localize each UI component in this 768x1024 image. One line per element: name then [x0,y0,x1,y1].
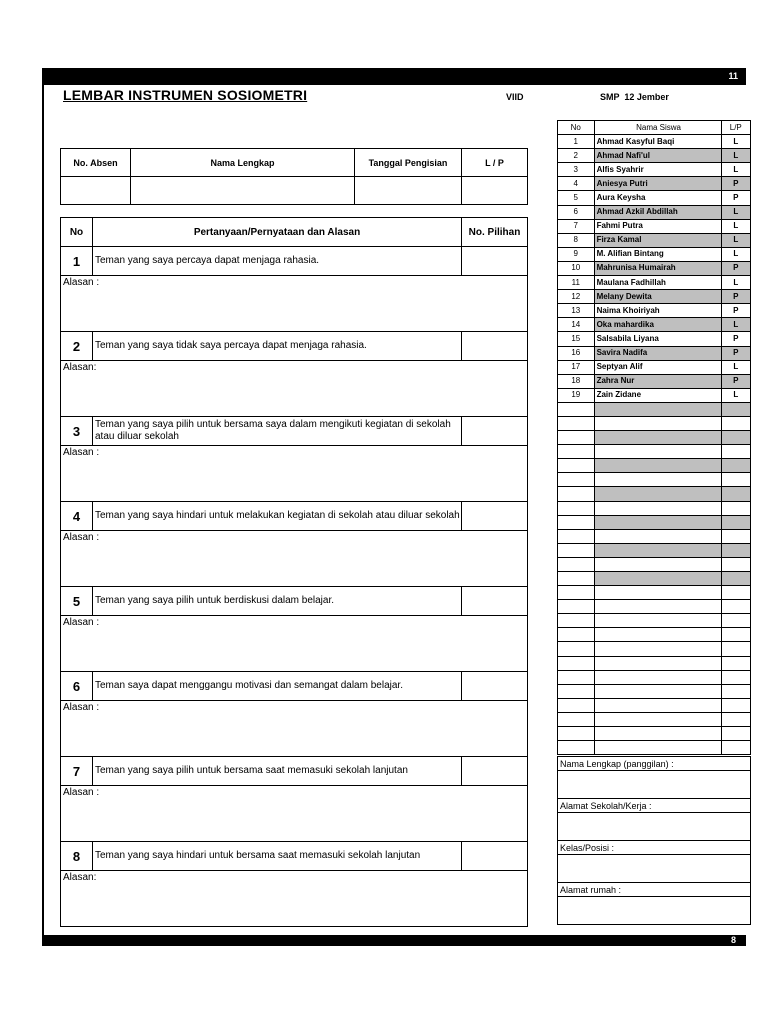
empty-lp-cell[interactable] [721,586,750,600]
reason-row [61,361,528,417]
empty-lp-cell[interactable] [721,628,750,642]
student-name: Ahmad Nafi'ul [594,149,721,163]
empty-lp-cell[interactable] [721,741,750,755]
empty-lp-cell[interactable] [721,515,750,529]
reason-field[interactable]: Alasan : [61,786,528,842]
header-no-absen: No. Absen [61,149,131,177]
identity-table [60,148,528,205]
info-label-row [558,799,751,813]
empty-name-cell[interactable] [594,727,721,741]
question-text: Teman yang saya hindari untuk melakukan kegiatan di sekolah atau diluar sekolah [93,502,462,531]
student-row [558,149,751,163]
empty-no-cell[interactable] [558,727,595,741]
reason-row [61,616,528,672]
student-lp: P [721,332,750,346]
question-text: Teman yang saya percaya dapat menjaga rahasia. [93,247,462,276]
reason-field[interactable]: Alasan : [61,701,528,757]
question-number: 3 [61,417,93,446]
empty-no-cell[interactable] [558,487,595,501]
student-row [558,360,751,374]
question-row [61,757,528,786]
empty-no-cell[interactable] [558,543,595,557]
student-name: M. Alifian Bintang [594,247,721,261]
empty-lp-cell[interactable] [721,487,750,501]
choice-number-field[interactable] [462,247,528,276]
empty-student-row [558,416,751,430]
info-label: Nama Lengkap (panggilan) : [558,757,751,771]
empty-lp-cell[interactable] [721,557,750,571]
empty-lp-cell[interactable] [721,614,750,628]
empty-no-cell[interactable] [558,402,595,416]
empty-no-cell[interactable] [558,586,595,600]
student-lp: L [721,149,750,163]
student-name: Maulana Fadhillah [594,276,721,290]
empty-no-cell[interactable] [558,670,595,684]
empty-name-cell[interactable] [594,557,721,571]
empty-no-cell[interactable] [558,431,595,445]
student-row [558,318,751,332]
question-number: 4 [61,502,93,531]
empty-lp-cell[interactable] [721,431,750,445]
student-row [558,388,751,402]
student-name: Alfis Syahrir [594,163,721,177]
empty-lp-cell[interactable] [721,529,750,543]
question-number: 2 [61,332,93,361]
student-name: Fahmi Putra [594,219,721,233]
header-lp: L / P [462,149,528,177]
empty-name-cell[interactable] [594,670,721,684]
class-name: VIID [506,92,524,102]
reason-field[interactable]: Alasan: [61,361,528,417]
student-table [557,120,751,755]
empty-name-cell[interactable] [594,712,721,726]
empty-lp-cell[interactable] [721,416,750,430]
empty-lp-cell[interactable] [721,656,750,670]
tanggal-pengisian-field[interactable] [355,177,462,205]
empty-no-cell[interactable] [558,712,595,726]
student-row [558,233,751,247]
empty-name-cell[interactable] [594,543,721,557]
question-table [60,217,528,927]
empty-student-row [558,445,751,459]
student-no: 10 [558,261,595,275]
reason-field[interactable]: Alasan : [61,276,528,332]
student-row [558,177,751,191]
empty-no-cell[interactable] [558,741,595,755]
header-no: No [61,218,93,247]
student-lp: P [721,346,750,360]
student-no: 1 [558,135,595,149]
student-row [558,205,751,219]
top-bar [42,68,746,85]
reason-field[interactable]: Alasan : [61,616,528,672]
empty-name-cell[interactable] [594,515,721,529]
question-row [61,247,528,276]
empty-no-cell[interactable] [558,445,595,459]
info-label: Alamat rumah : [558,883,751,897]
student-no: 15 [558,332,595,346]
student-lp: P [721,261,750,275]
student-row [558,332,751,346]
student-row [558,261,751,275]
reason-field[interactable]: Alasan : [61,531,528,587]
student-row [558,163,751,177]
empty-no-cell[interactable] [558,416,595,430]
reason-row [61,701,528,757]
empty-name-cell[interactable] [594,684,721,698]
empty-student-row [558,586,751,600]
choice-number-field[interactable] [462,332,528,361]
student-lp: L [721,276,750,290]
info-field[interactable] [558,813,751,841]
question-row [61,842,528,871]
school-name: SMP 12 Jember [600,92,669,102]
empty-lp-cell[interactable] [721,402,750,416]
student-name: Septyan Alif [594,360,721,374]
question-number: 1 [61,247,93,276]
empty-name-cell[interactable] [594,529,721,543]
empty-lp-cell[interactable] [721,727,750,741]
reason-row [61,531,528,587]
choice-number-field[interactable] [462,587,528,616]
empty-name-cell[interactable] [594,698,721,712]
student-name: Naima Khoiriyah [594,304,721,318]
empty-lp-cell[interactable] [721,698,750,712]
student-lp: L [721,360,750,374]
student-row [558,135,751,149]
header-tanggal-pengisian: Tanggal Pengisian [355,149,462,177]
student-no: 8 [558,233,595,247]
empty-name-cell[interactable] [594,656,721,670]
empty-name-cell[interactable] [594,741,721,755]
student-lp: L [721,388,750,402]
student-no: 18 [558,374,595,388]
empty-student-row [558,557,751,571]
student-name: Mahrunisa Humairah [594,261,721,275]
empty-name-cell[interactable] [594,600,721,614]
student-no: 7 [558,219,595,233]
student-name: Ahmad Kasyful Baqi [594,135,721,149]
student-row [558,191,751,205]
student-no: 4 [558,177,595,191]
empty-student-row [558,459,751,473]
empty-no-cell[interactable] [558,529,595,543]
empty-student-row [558,473,751,487]
empty-student-row [558,501,751,515]
info-label-row [558,883,751,897]
question-number: 8 [61,842,93,871]
empty-no-cell[interactable] [558,515,595,529]
empty-name-cell[interactable] [594,642,721,656]
student-no: 3 [558,163,595,177]
empty-name-cell[interactable] [594,487,721,501]
empty-student-row [558,487,751,501]
student-lp: L [721,205,750,219]
question-text: Teman yang saya pilih untuk berdiskusi dalam belajar. [93,587,462,616]
page-title: LEMBAR INSTRUMEN SOSIOMETRI [63,87,308,103]
student-no: 13 [558,304,595,318]
reason-field[interactable]: Alasan : [61,446,528,502]
empty-no-cell[interactable] [558,501,595,515]
empty-lp-cell[interactable] [721,670,750,684]
question-text: Teman yang saya pilih untuk bersama saat memasuki sekolah lanjutan [93,757,462,786]
info-field[interactable] [558,771,751,799]
student-no: 19 [558,388,595,402]
empty-name-cell[interactable] [594,586,721,600]
reason-row [61,871,528,927]
student-row [558,219,751,233]
question-number: 5 [61,587,93,616]
choice-number-field[interactable] [462,502,528,531]
student-name: Zahra Nur [594,374,721,388]
no-absen-field[interactable] [61,177,131,205]
empty-student-row [558,684,751,698]
question-row [61,672,528,701]
info-field[interactable] [558,897,751,925]
empty-no-cell[interactable] [558,628,595,642]
student-name: Oka mahardika [594,318,721,332]
left-margin-line [42,85,44,945]
page-number-top: 11 [728,71,738,81]
empty-student-row [558,431,751,445]
choice-number-field[interactable] [462,417,528,446]
info-field-row [558,771,751,799]
empty-lp-cell[interactable] [721,501,750,515]
info-label-row [558,841,751,855]
empty-lp-cell[interactable] [721,572,750,586]
empty-no-cell[interactable] [558,459,595,473]
info-label: Kelas/Posisi : [558,841,751,855]
info-label: Alamat Sekolah/Kerja : [558,799,751,813]
empty-name-cell[interactable] [594,431,721,445]
student-lp: P [721,177,750,191]
question-number: 6 [61,672,93,701]
empty-student-row [558,670,751,684]
empty-no-cell[interactable] [558,614,595,628]
reason-field[interactable]: Alasan: [61,871,528,927]
student-no: 17 [558,360,595,374]
reason-row [61,786,528,842]
choice-number-field[interactable] [462,672,528,701]
reason-row [61,276,528,332]
student-no: 9 [558,247,595,261]
question-row [61,332,528,361]
choice-number-field[interactable] [462,842,528,871]
empty-name-cell[interactable] [594,614,721,628]
student-lp: L [721,233,750,247]
empty-student-row [558,741,751,755]
empty-student-row [558,543,751,557]
empty-lp-cell[interactable] [721,473,750,487]
student-row [558,247,751,261]
student-name: Salsabila Liyana [594,332,721,346]
empty-name-cell[interactable] [594,473,721,487]
nama-lengkap-field[interactable] [131,177,355,205]
question-row [61,587,528,616]
empty-student-row [558,614,751,628]
empty-lp-cell[interactable] [721,684,750,698]
empty-no-cell[interactable] [558,572,595,586]
student-lp: P [721,290,750,304]
empty-no-cell[interactable] [558,684,595,698]
empty-lp-cell[interactable] [721,712,750,726]
empty-lp-cell[interactable] [721,600,750,614]
student-lp: P [721,304,750,318]
student-name: Melany Dewita [594,290,721,304]
student-row [558,346,751,360]
student-lp: L [721,163,750,177]
info-field-row [558,897,751,925]
student-header-no: No [558,121,595,135]
student-no: 6 [558,205,595,219]
empty-student-row [558,572,751,586]
student-lp: L [721,318,750,332]
student-row [558,374,751,388]
student-row [558,304,751,318]
empty-name-cell[interactable] [594,572,721,586]
student-lp: L [721,219,750,233]
student-no: 16 [558,346,595,360]
student-no: 11 [558,276,595,290]
question-text: Teman saya dapat menggangu motivasi dan semangat dalam belajar. [93,672,462,701]
empty-lp-cell[interactable] [721,459,750,473]
empty-name-cell[interactable] [594,402,721,416]
student-name: Savira Nadifa [594,346,721,360]
student-row [558,276,751,290]
info-field[interactable] [558,855,751,883]
question-text: Teman yang saya pilih untuk bersama saya dalam mengikuti kegiatan di sekolah atau diluar sekolah [93,417,462,446]
student-name: Ahmad Azkil Abdillah [594,205,721,219]
question-row [61,502,528,531]
info-label-row [558,757,751,771]
empty-name-cell[interactable] [594,445,721,459]
info-field-row [558,813,751,841]
bottom-bar [42,935,746,946]
student-header-lp: L/P [721,121,750,135]
empty-no-cell[interactable] [558,642,595,656]
student-row [558,290,751,304]
empty-no-cell[interactable] [558,557,595,571]
lp-field[interactable] [462,177,528,205]
info-table [557,756,751,925]
empty-lp-cell[interactable] [721,642,750,656]
info-field-row [558,855,751,883]
student-lp: L [721,135,750,149]
choice-number-field[interactable] [462,757,528,786]
empty-student-row [558,529,751,543]
header-nama-lengkap: Nama Lengkap [131,149,355,177]
empty-lp-cell[interactable] [721,445,750,459]
empty-name-cell[interactable] [594,628,721,642]
student-name: Aniesya Putri [594,177,721,191]
student-no: 5 [558,191,595,205]
empty-no-cell[interactable] [558,473,595,487]
empty-student-row [558,600,751,614]
empty-student-row [558,698,751,712]
student-name: Zain Zidane [594,388,721,402]
empty-student-row [558,727,751,741]
empty-no-cell[interactable] [558,600,595,614]
empty-lp-cell[interactable] [721,543,750,557]
student-lp: L [721,247,750,261]
question-number: 7 [61,757,93,786]
empty-student-row [558,712,751,726]
student-no: 2 [558,149,595,163]
student-header-name: Nama Siswa [594,121,721,135]
student-no: 12 [558,290,595,304]
student-no: 14 [558,318,595,332]
student-name: Aura Keysha [594,191,721,205]
page-number-bottom: 8 [730,935,736,945]
student-lp: P [721,374,750,388]
empty-student-row [558,515,751,529]
empty-name-cell[interactable] [594,501,721,515]
empty-student-row [558,642,751,656]
header-no-pilihan: No. Pilihan [462,218,528,247]
student-name: Firza Kamal [594,233,721,247]
empty-no-cell[interactable] [558,698,595,712]
empty-name-cell[interactable] [594,459,721,473]
question-text: Teman yang saya tidak saya percaya dapat menjaga rahasia. [93,332,462,361]
empty-student-row [558,628,751,642]
question-text: Teman yang saya hindari untuk bersama saat memasuki sekolah lanjutan [93,842,462,871]
header-pertanyaan: Pertanyaan/Pernyataan dan Alasan [93,218,462,247]
reason-row [61,446,528,502]
question-row [61,417,528,446]
student-lp: P [721,191,750,205]
empty-name-cell[interactable] [594,416,721,430]
empty-student-row [558,402,751,416]
empty-no-cell[interactable] [558,656,595,670]
empty-student-row [558,656,751,670]
